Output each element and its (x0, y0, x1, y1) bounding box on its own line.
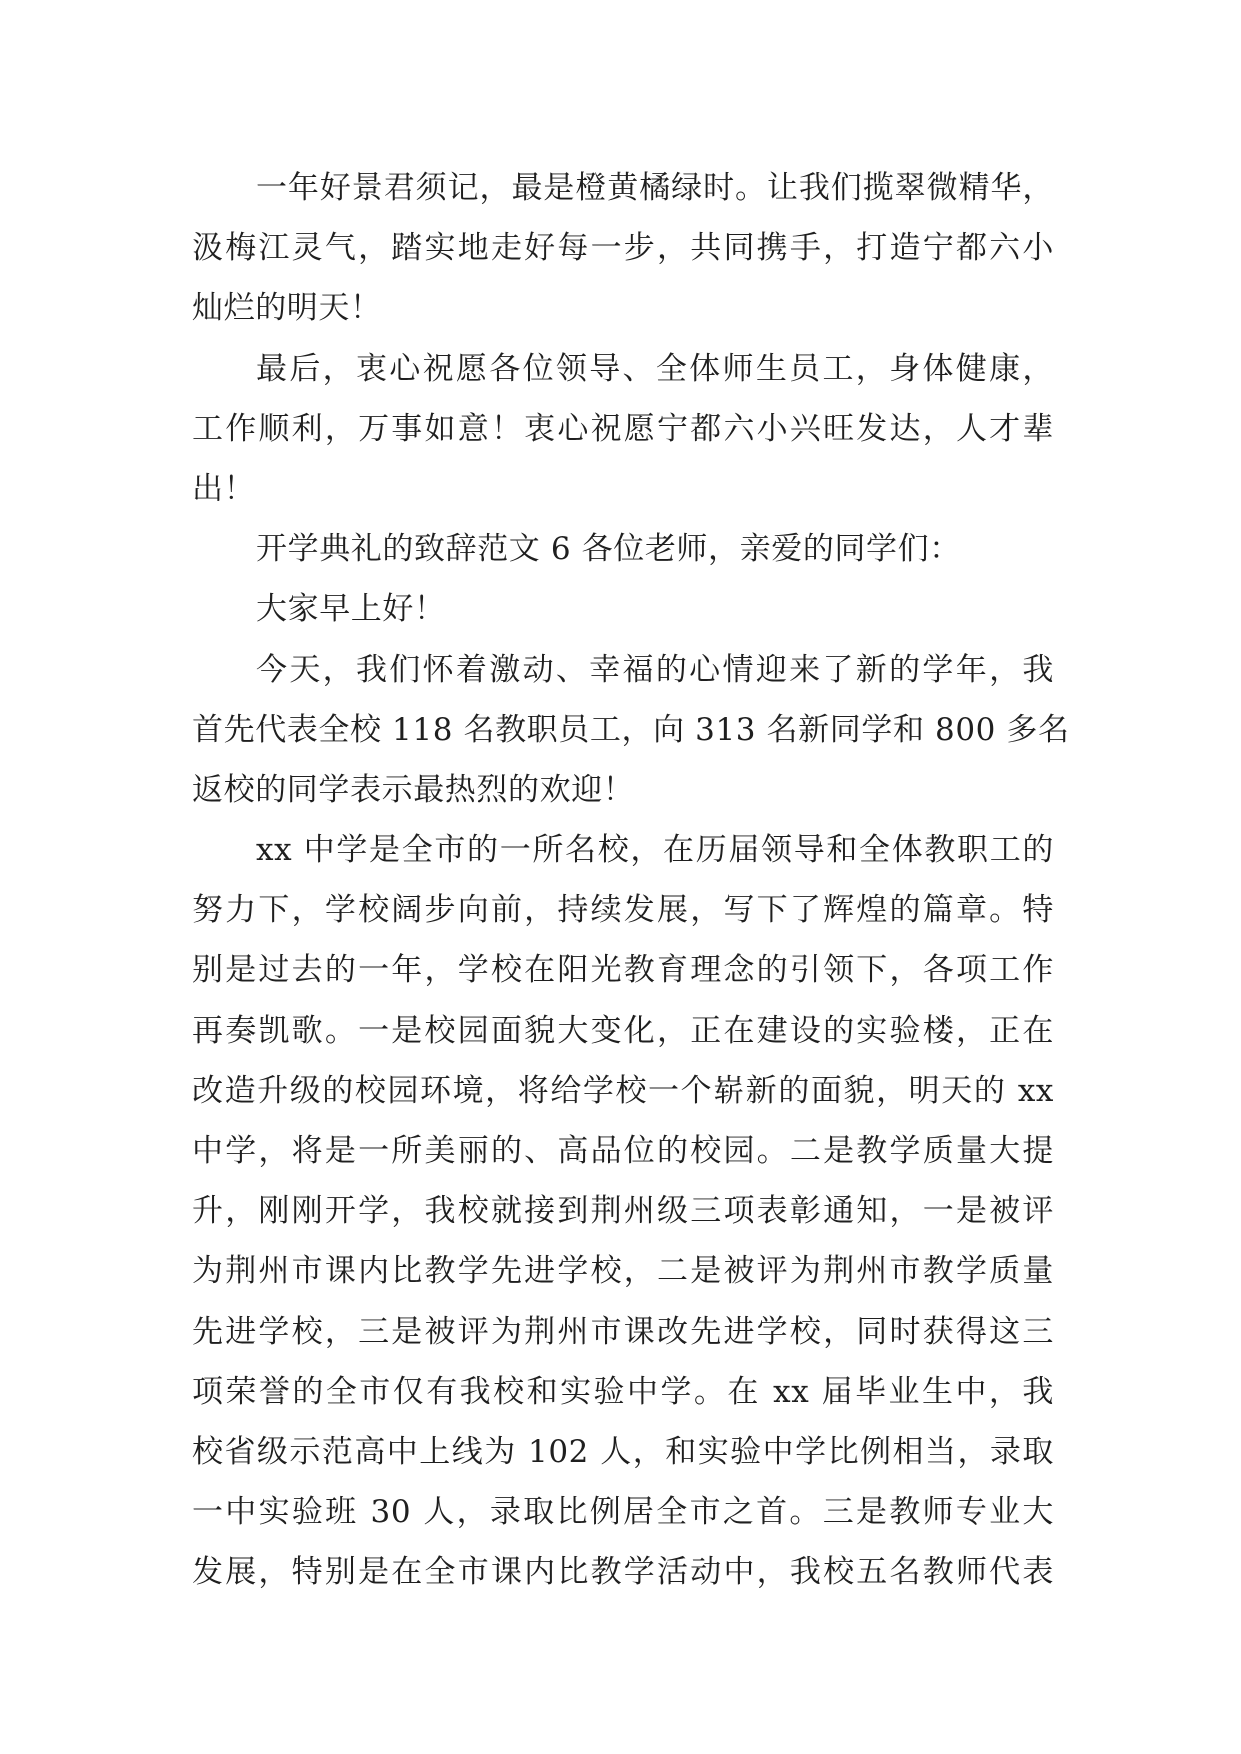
text-line: 出！ (192, 470, 256, 507)
text-line: 别是过去的一年，学校在阳光教育理念的引领下，各项工作 (192, 952, 1054, 989)
text-line: 一中实验班 30 人，录取比例居全市之首。三是教师专业大 (192, 1494, 1054, 1531)
text-line: 大家早上好！ (256, 591, 446, 628)
text-line: 校省级示范高中上线为 102 人，和实验中学比例相当，录取 (192, 1433, 1054, 1470)
text-line: 升，刚刚开学，我校就接到荆州级三项表彰通知，一是被评 (192, 1193, 1054, 1230)
text-line: 项荣誉的全市仅有我校和实验中学。在 xx 届毕业生中，我 (192, 1373, 1054, 1410)
text-line: 工作顺利，万事如意！衷心祝愿宁都六小兴旺发达，人才辈 (192, 410, 1054, 447)
text-line: 汲梅江灵气，踏实地走好每一步，共同携手，打造宁都六小 (192, 230, 1054, 267)
text-line: 为荆州市课内比教学先进学校，二是被评为荆州市教学质量 (192, 1253, 1054, 1290)
text-line: 再奏凯歌。一是校园面貌大变化，正在建设的实验楼，正在 (192, 1012, 1054, 1049)
text-line: 努力下，学校阔步向前，持续发展，写下了辉煌的篇章。特 (192, 892, 1054, 929)
text-line: 先进学校，三是被评为荆州市课改先进学校，同时获得这三 (192, 1313, 1054, 1350)
text-line: 灿烂的明天！ (192, 290, 382, 327)
text-line: 返校的同学表示最热烈的欢迎！ (192, 771, 635, 808)
text-line: 今天，我们怀着激动、幸福的心情迎来了新的学年，我 (256, 651, 1054, 688)
text-line: 发展，特别是在全市课内比教学活动中，我校五名教师代表 (192, 1554, 1054, 1591)
text-line: 一年好景君须记，最是橙黄橘绿时。让我们揽翠微精华， (256, 170, 1054, 206)
text-line: 最后，衷心祝愿各位领导、全体师生员工，身体健康， (256, 350, 1054, 387)
text-line: 中学，将是一所美丽的、高品位的校园。二是教学质量大提 (192, 1133, 1054, 1169)
text-line: 首先代表全校 118 名教职员工，向 313 名新同学和 800 多名 (192, 711, 1070, 748)
text-line: xx 中学是全市的一所名校，在历届领导和全体教职工的 (256, 832, 1054, 869)
body-text (192, 158, 1070, 1603)
text-line: 改造升级的校园环境，将给学校一个崭新的面貌，明天的 xx (192, 1072, 1054, 1109)
text-line: 开学典礼的致辞范文 6 各位老师，亲爱的同学们： (256, 531, 961, 568)
